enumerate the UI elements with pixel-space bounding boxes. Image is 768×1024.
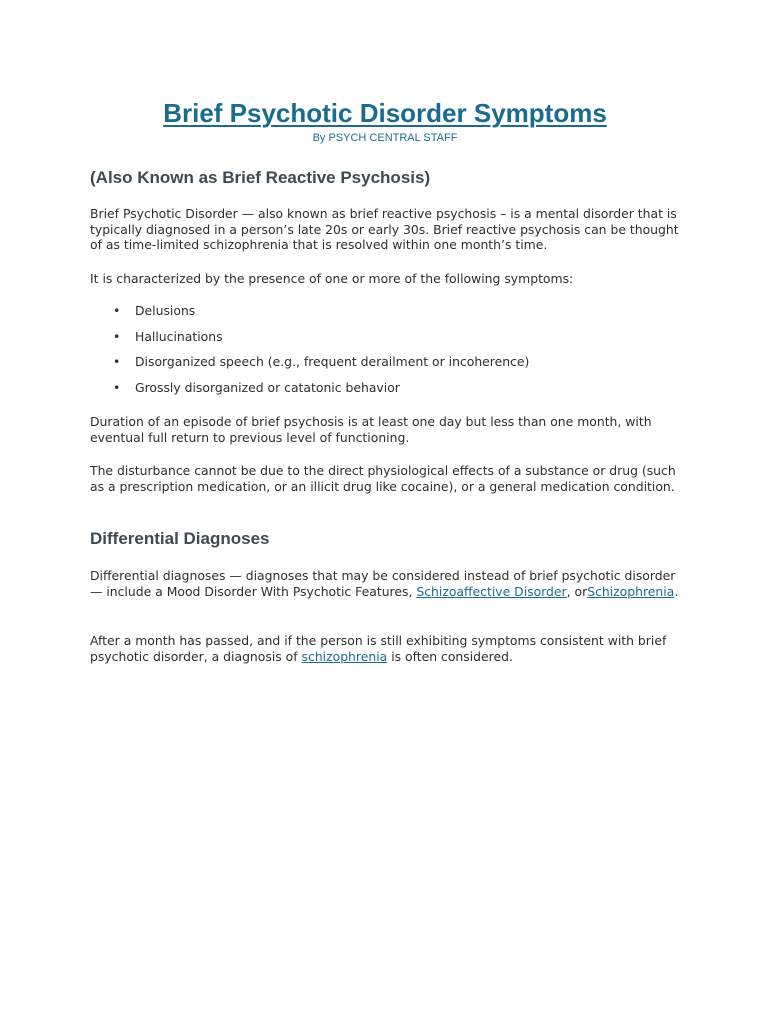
section-heading-also-known-as: (Also Known as Brief Reactive Psychosis) bbox=[90, 168, 431, 187]
after-month-text-end: is often considered. bbox=[387, 648, 513, 664]
list-item bbox=[90, 380, 529, 406]
duration-paragraph: Duration of an episode of brief psychosis is at least one day but less than one month, with eventual full return to previous level of functioning. bbox=[90, 414, 652, 445]
disturbance-paragraph: The disturbance cannot be due to the direct physiological effects of a substance or drug (such as a prescription medication, or an illicit drug like cocaine), or a general medication condition. bbox=[90, 463, 676, 494]
characterized-paragraph: It is characterized by the presence of one or more of the following symptoms: bbox=[90, 271, 574, 286]
after-month-paragraph bbox=[90, 633, 680, 664]
bullet-icon: • bbox=[113, 303, 121, 318]
after-month-text-start: After a month has passed, and if the person is still exhibiting symptoms consistent with brief psychotic disorder, a diagnosis of bbox=[90, 633, 667, 664]
bullet-icon: • bbox=[113, 328, 121, 344]
schizoaffective-disorder-link[interactable]: Schizoaffective Disorder bbox=[416, 583, 567, 599]
section-heading-differential-diagnoses: Differential Diagnoses bbox=[90, 529, 270, 548]
differential-text-start: Differential diagnoses — diagnoses that may be considered instead of brief psychotic disorder — include a Mood Disorder With Psychotic Features, bbox=[90, 568, 676, 599]
symptom-list bbox=[90, 303, 529, 405]
page-title: Brief Psychotic Disorder Symptoms bbox=[163, 98, 607, 128]
differential-text-end: . bbox=[674, 583, 679, 599]
list-item bbox=[90, 303, 529, 329]
symptom-text: Disorganized speech (e.g., frequent derailment or incoherence) bbox=[135, 354, 530, 369]
bullet-icon: • bbox=[113, 379, 121, 395]
differential-paragraph bbox=[90, 568, 680, 599]
list-item bbox=[90, 329, 529, 355]
schizophrenia-link[interactable]: Schizophrenia bbox=[587, 583, 675, 599]
symptom-text: Hallucinations bbox=[135, 328, 223, 344]
schizophrenia-inline-link[interactable]: schizophrenia bbox=[301, 648, 388, 664]
bullet-icon: • bbox=[113, 354, 121, 369]
intro-paragraph: Brief Psychotic Disorder — also known as brief reactive psychosis – is a mental disorder that is typically diagnosed in a person’s late 20s or early 30s. Brief reactive psychosis can be thought of as time-limited schizophrenia that is resolved within one month’s time. bbox=[90, 206, 679, 253]
symptom-text: Grossly disorganized or catatonic behavior bbox=[135, 379, 400, 395]
list-item bbox=[90, 354, 529, 380]
differential-text-mid: , or bbox=[566, 583, 588, 599]
author-byline: By PSYCH CENTRAL STAFF bbox=[312, 132, 458, 144]
symptom-text: Delusions bbox=[135, 303, 196, 318]
